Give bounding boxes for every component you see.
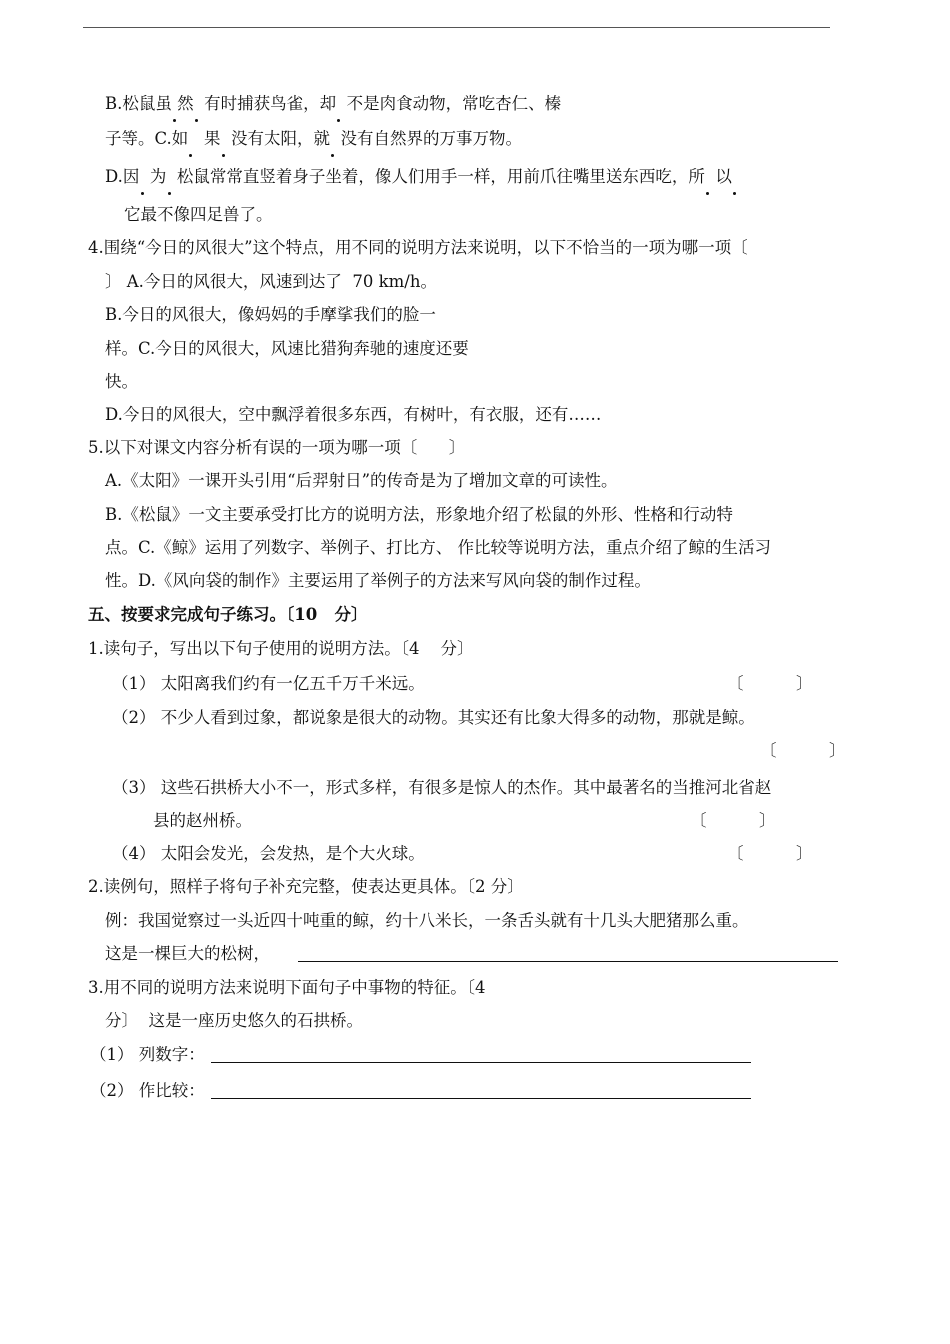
s5-q3-item-1-label: （1） 列数字： (90, 1045, 205, 1064)
s5-q1-sentence-2: （2） 不少人看到过象，都说象是很大的动物。其实还有比象大得多的动物，那就是鲸。 (112, 708, 755, 727)
s5-q1-sentence-3: （3） 这些石拱桥大小不一，形式多样，有很多是惊人的杰作。其中最著名的当推河北省赵 (112, 778, 772, 797)
s5-q2-stem: 2.读例句，照样子将句子补充完整，使表达更具体。〔2 分〕 (88, 877, 524, 896)
q3-option-d: D.因 为 松鼠常常直竖着身子坐着，像人们用手一样，用前爪往嘴里送东西吃，所 以 (105, 166, 737, 188)
s5-q1-answer-bracket-2[interactable]: 〔 〕 (760, 741, 846, 760)
s5-q2-answer-line[interactable] (298, 961, 838, 962)
header-rule (83, 27, 830, 28)
s5-q1-sentence-1: （1） 太阳离我们约有一亿五千万千米远。 (112, 674, 425, 693)
s5-q3-item-2-label: （2） 作比较： (90, 1081, 205, 1100)
q5-stem: 5.以下对课文内容分析有误的一项为哪一项〔 〕 (88, 438, 466, 457)
q5-option-b: B.《松鼠》一文主要承受打比方的说明方法，形象地介绍了松鼠的外形、性格和行动特 (105, 505, 733, 524)
q3-option-b: B.松鼠虽 然 有时捕获鸟雀，却 不是肉食动物，常吃杏仁、榛 (105, 94, 562, 113)
q3-option-b-cont-c: 子等。C.如 果 没有太阳，就 没有自然界的万事万物。 (105, 129, 523, 148)
s5-q3-stem-cont: 分〕 这是一座历史悠久的石拱桥。 (105, 1011, 363, 1030)
q5-option-a: A.《太阳》一课开头引用“后羿射日”的传奇是为了增加文章的可读性。 (105, 471, 618, 490)
s5-q3-item-1-answer-line[interactable] (211, 1062, 751, 1063)
s5-q2-example: 例：我国觉察过一头近四十吨重的鲸，约十八米长，一条舌头就有十几头大肥猪那么重。 (105, 911, 749, 930)
s5-q2-prompt: 这是一棵巨大的松树， (105, 944, 270, 963)
section-5-title: 五、按要求完成句子练习。〔10 分〕 (88, 605, 368, 624)
q5-option-b-cont-c: 点。C.《鲸》运用了列数字、举例子、打比方、 作比较等说明方法，重点介绍了鲸的生活习 (105, 538, 772, 557)
s5-q1-answer-bracket-3[interactable]: 〔 〕 (690, 811, 776, 830)
q4-option-d: D.今日的风很大，空中飘浮着很多东西，有树叶，有衣服，还有…… (105, 405, 602, 424)
q4-option-b: B.今日的风很大，像妈妈的手摩挲我们的脸一 (105, 305, 436, 324)
q4-stem: 4.围绕“今日的风很大”这个特点，用不同的说明方法来说明，以下不恰当的一项为哪一项〔 (88, 238, 748, 257)
s5-q1-stem: 1.读句子，写出以下句子使用的说明方法。〔4 分〕 (88, 639, 474, 658)
s5-q3-stem: 3.用不同的说明方法来说明下面句子中事物的特征。〔4 (88, 978, 486, 997)
q3-option-d-cont: 它最不像四足兽了。 (124, 205, 273, 224)
s5-q3-item-2-answer-line[interactable] (211, 1098, 751, 1099)
s5-q1-answer-bracket-4[interactable]: 〔 〕 (727, 844, 813, 863)
s5-q1-answer-bracket-1[interactable]: 〔 〕 (727, 674, 813, 693)
q5-option-c-cont-d: 性。D.《风向袋的制作》主要运用了举例子的方法来写风向袋的制作过程。 (105, 571, 651, 590)
s5-q1-sentence-4: （4） 太阳会发光，会发热，是个大火球。 (112, 844, 425, 863)
s5-q1-sentence-3-cont: 县的赵州桥。 (153, 811, 252, 830)
q4-option-b-cont-c: 样。C.今日的风很大，风速比猎狗奔驰的速度还要 (105, 339, 469, 358)
q4-option-a: 〕 A.今日的风很大，风速到达了 70 km/h。 (105, 272, 437, 291)
q4-option-c-cont: 快。 (105, 372, 138, 391)
